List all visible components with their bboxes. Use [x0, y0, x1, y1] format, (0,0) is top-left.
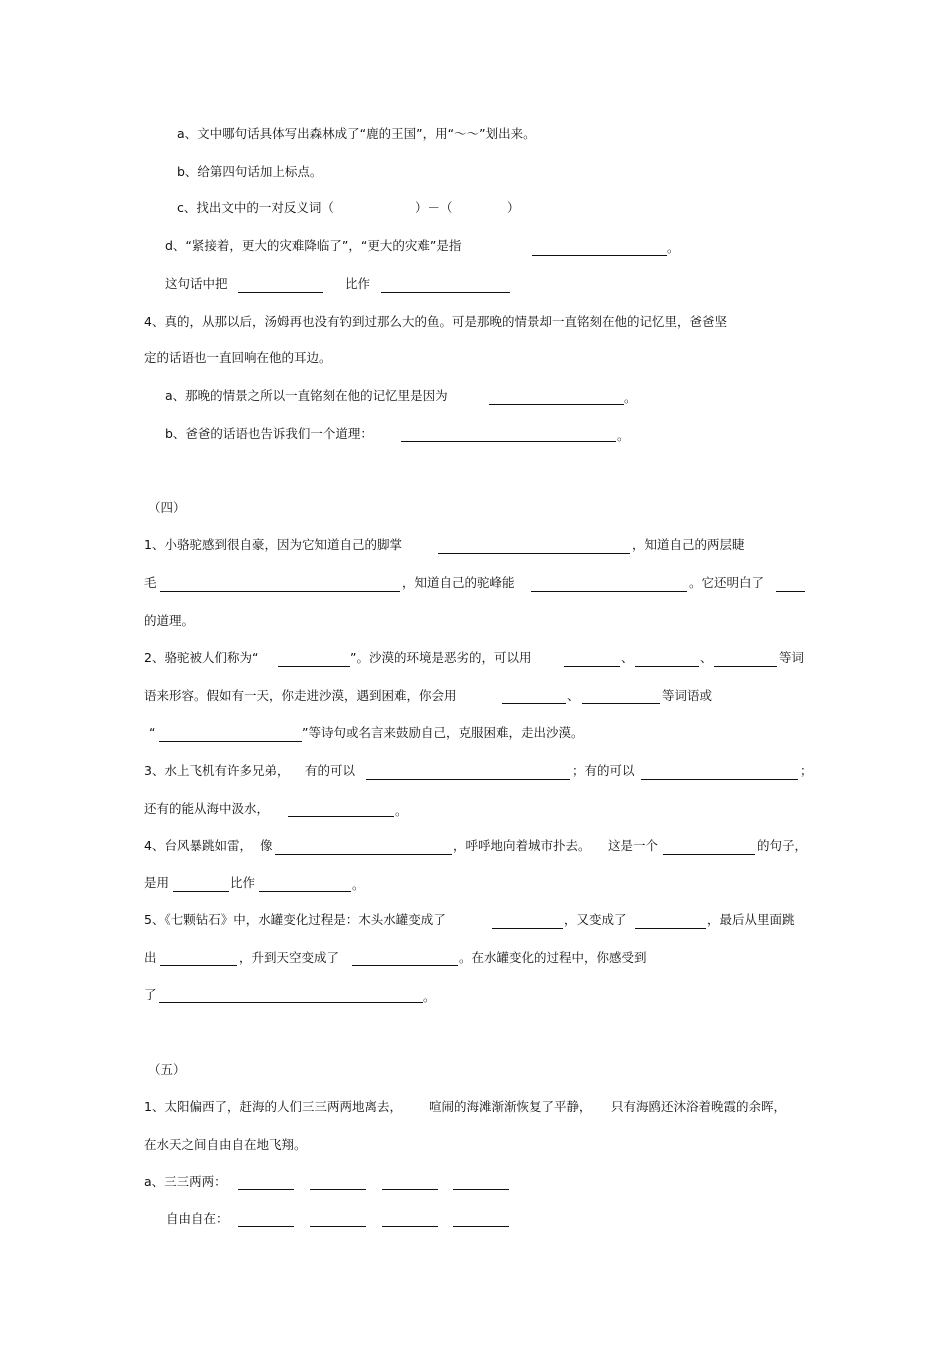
punct: 。	[617, 428, 630, 443]
answer-blank[interactable]	[238, 1189, 294, 1190]
answer-blank[interactable]	[532, 255, 667, 256]
answer-blank[interactable]	[259, 891, 351, 892]
answer-blank[interactable]	[635, 666, 699, 667]
question-4: 4、台风暴跳如雷，	[144, 838, 252, 853]
label-compare: 比作	[345, 276, 371, 291]
answer-blank[interactable]	[382, 1189, 438, 1190]
answer-blank[interactable]	[160, 591, 400, 592]
text: ，呼呼地向着城市扑去。	[453, 838, 591, 853]
answer-blank[interactable]	[663, 854, 755, 855]
text: “	[149, 725, 156, 740]
answer-blank[interactable]	[489, 404, 624, 405]
text: 是用	[144, 875, 170, 890]
answer-blank[interactable]	[159, 1002, 423, 1003]
answer-blank[interactable]	[275, 854, 452, 855]
question-5: 5、《七颗钻石》中，水罐变化过程是：木头水罐变成了	[144, 912, 446, 927]
question-1: 1、太阳偏西了，赶海的人们三三两两地离去，	[144, 1099, 402, 1114]
question-3c-close: ）	[507, 200, 520, 215]
text: 了	[144, 987, 157, 1002]
punct: 。	[423, 989, 436, 1004]
text: 。它还明白了	[689, 575, 765, 590]
text: 在水天之间自由自在地飞翔。	[144, 1137, 307, 1152]
text: 、	[700, 650, 713, 665]
punct: 。	[352, 877, 365, 892]
text: 比作	[230, 875, 256, 890]
question-3: 3、水上飞机有许多兄弟，	[144, 763, 290, 778]
text: 。在水罐变化的过程中，你感受到	[459, 950, 647, 965]
answer-blank[interactable]	[635, 928, 706, 929]
text: ；	[800, 763, 813, 778]
question-3a: a、文中哪句话具体写出森林成了“鹿的王国”，用“～～”划出来。	[177, 126, 536, 141]
text: ，知道自己的两层睫	[632, 537, 745, 552]
punct: 。	[624, 390, 637, 405]
section-heading-4: （四）	[148, 500, 186, 515]
question-2: 2、骆驼被人们称为“	[144, 650, 259, 665]
answer-blank[interactable]	[310, 1226, 366, 1227]
text: 这是一个	[608, 838, 659, 853]
answer-blank[interactable]	[776, 591, 805, 592]
text: ”。沙漠的环境是恶劣的，可以用	[350, 650, 532, 665]
text: 毛	[144, 575, 157, 590]
text: 等词	[779, 650, 805, 665]
punct: 。	[395, 803, 408, 818]
text: 像	[260, 838, 273, 853]
answer-blank[interactable]	[438, 553, 630, 554]
question-4: 4、真的，从那以后，汤姆再也没有钓到过那么大的鱼。可是那晚的情景却一直铭刻在他的记忆里，爸爸坚	[144, 314, 727, 329]
text: 、	[567, 688, 580, 703]
answer-blank[interactable]	[238, 292, 323, 293]
answer-blank[interactable]	[238, 1226, 294, 1227]
text: 有的可以	[305, 763, 356, 778]
text: 还有的能从海中汲水，	[144, 801, 270, 816]
question-3c: c、找出文中的一对反义词（	[177, 200, 334, 215]
text: 等词语或	[662, 688, 713, 703]
question-3d-2: 这句话中把	[165, 276, 228, 291]
question-3b: b、给第四句话加上标点。	[177, 164, 323, 179]
text: 的句子，	[757, 838, 808, 853]
text: ，最后从里面跳	[707, 912, 795, 927]
answer-blank[interactable]	[564, 666, 620, 667]
answer-blank[interactable]	[278, 666, 350, 667]
answer-blank[interactable]	[366, 779, 570, 780]
answer-blank[interactable]	[310, 1189, 366, 1190]
answer-blank[interactable]	[714, 666, 777, 667]
text: ；有的可以	[572, 763, 635, 778]
question-3d: d、“紧接着，更大的灾难降临了”，“更大的灾难”是指	[165, 238, 462, 253]
text: 、	[621, 650, 634, 665]
text: ，知道自己的驼峰能	[402, 575, 515, 590]
text: ，又变成了	[564, 912, 627, 927]
section-heading-5: （五）	[148, 1062, 186, 1077]
question-4b: b、爸爸的话语也告诉我们一个道理：	[165, 426, 373, 441]
answer-blank[interactable]	[502, 703, 566, 704]
answer-blank[interactable]	[382, 1226, 438, 1227]
text: ”等诗句或名言来鼓励自己，克服困难，走出沙漠。	[302, 725, 584, 740]
answer-blank[interactable]	[173, 891, 229, 892]
answer-blank[interactable]	[641, 779, 798, 780]
answer-blank[interactable]	[288, 816, 394, 817]
question-1a-2: 自由自在：	[166, 1211, 229, 1226]
answer-blank[interactable]	[492, 928, 563, 929]
text: 只有海鸥还沐浴着晚霞的余晖，	[611, 1099, 787, 1114]
answer-blank[interactable]	[352, 965, 458, 966]
question-4-cont: 定的话语也一直回响在他的耳边。	[144, 350, 332, 365]
answer-blank[interactable]	[381, 292, 510, 293]
text: 出	[144, 950, 157, 965]
text: 语来形容。假如有一天，你走进沙漠，遇到困难，你会用	[144, 688, 457, 703]
question-3c-dash: ）－（	[415, 200, 453, 215]
question-1: 1、小骆驼感到很自豪，因为它知道自己的脚掌	[144, 537, 402, 552]
answer-blank[interactable]	[159, 741, 302, 742]
answer-blank[interactable]	[582, 703, 660, 704]
answer-blank[interactable]	[531, 591, 687, 592]
question-4a: a、那晚的情景之所以一直铭刻在他的记忆里是因为	[165, 388, 448, 403]
text: 的道理。	[144, 613, 195, 628]
answer-blank[interactable]	[160, 965, 237, 966]
text: 喧闹的海滩渐渐恢复了平静，	[429, 1099, 592, 1114]
answer-blank[interactable]	[453, 1226, 509, 1227]
answer-blank[interactable]	[401, 441, 616, 442]
question-1a: a、三三两两：	[144, 1174, 227, 1189]
text: ，升到天空变成了	[239, 950, 340, 965]
punct: 。	[667, 240, 680, 255]
answer-blank[interactable]	[453, 1189, 509, 1190]
